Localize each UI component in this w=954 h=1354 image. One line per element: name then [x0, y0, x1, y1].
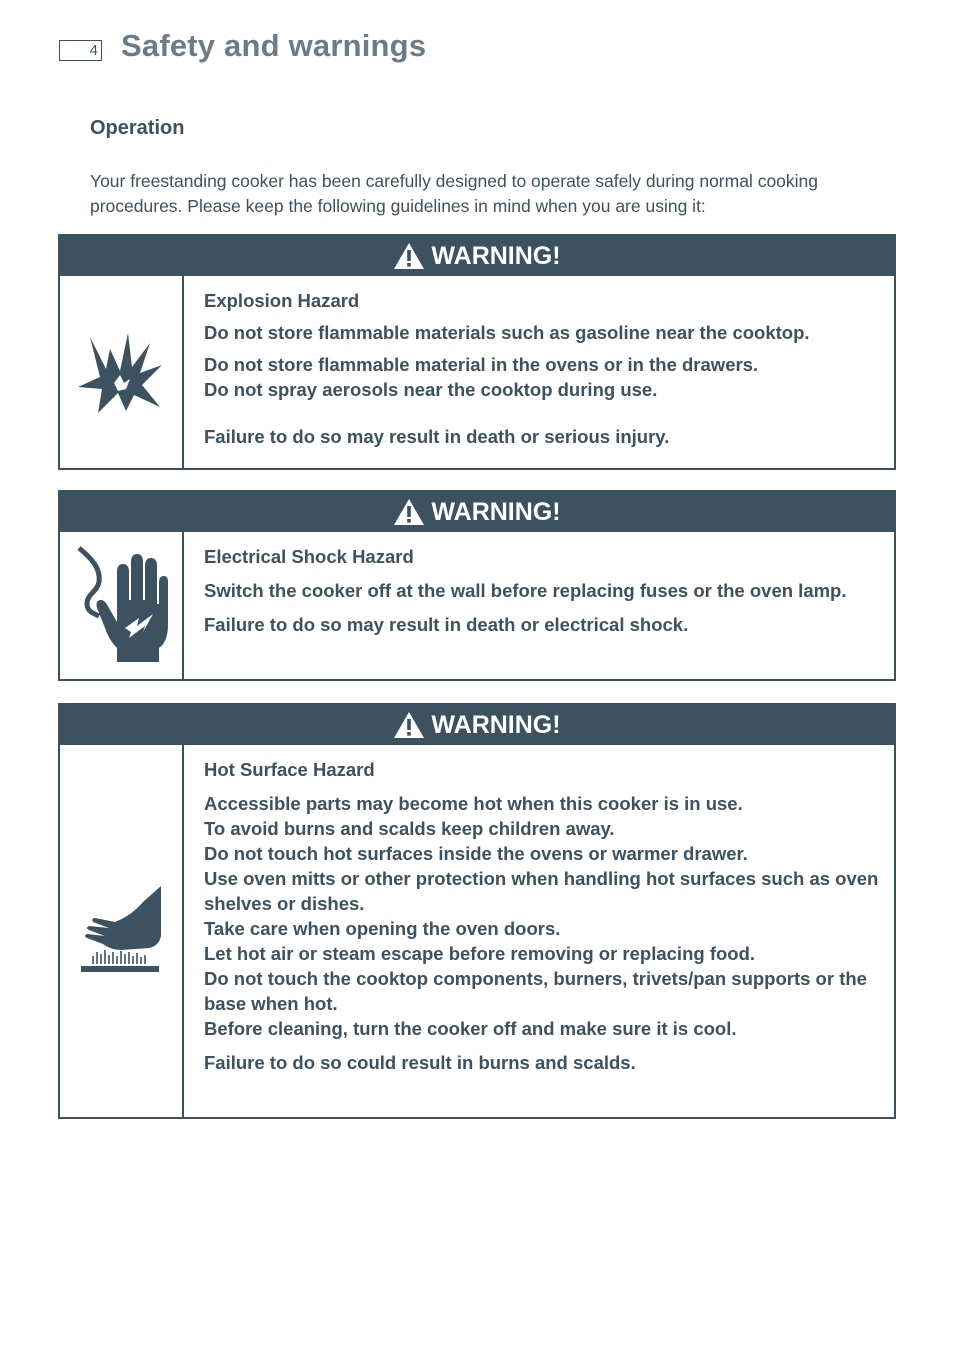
warning-line: Do not store flammable materials such as gasoline near the cooktop.	[204, 322, 810, 343]
hazard-title: Electrical Shock Hazard	[204, 546, 414, 567]
warning-consequence: Failure to do so may result in death or serious injury.	[204, 426, 670, 447]
warning-line: Use oven mitts or other protection when handling hot surfaces such as oven shelves or dishes.	[204, 868, 879, 914]
warning-line: To avoid burns and scalds keep children away.	[204, 818, 615, 839]
warning-header	[60, 705, 894, 745]
warning-header	[60, 492, 894, 532]
warning-box-hot-surface	[58, 703, 896, 1119]
warning-consequence: Failure to do so could result in burns and scalds.	[204, 1052, 636, 1073]
intro-paragraph: Your freestanding cooker has been carefully designed to operate safely during normal cooking procedures. Please keep the following guidelines in mind when you are using it:	[90, 171, 819, 216]
warning-label: WARNING!	[431, 241, 561, 270]
warning-line: Do not touch hot surfaces inside the ovens or warmer drawer.	[204, 843, 748, 864]
warning-line: Do not store flammable material in the ovens or in the drawers.	[204, 354, 759, 375]
warning-label: WARNING!	[431, 710, 561, 739]
warning-text	[184, 745, 894, 1117]
warning-header	[60, 236, 894, 276]
warning-line: Do not touch the cooktop components, burners, trivets/pan supports or the base when hot.	[204, 968, 867, 1014]
warning-line: Switch the cooker off at the wall before replacing fuses or the oven lamp.	[204, 580, 847, 601]
warning-box-electrical-shock	[58, 490, 896, 681]
warning-line: Accessible parts may become hot when this cooker is in use.	[204, 793, 743, 814]
warning-triangle-icon	[393, 498, 425, 526]
warning-label: WARNING!	[431, 497, 561, 526]
warning-line: Take care when opening the oven doors.	[204, 918, 561, 939]
section-title: Operation	[90, 117, 185, 139]
warning-text	[184, 532, 894, 679]
electric-shock-hand-icon	[73, 544, 169, 666]
hot-surface-hand-icon	[81, 886, 161, 976]
page-title: Safety and warnings	[121, 28, 427, 63]
hazard-title: Explosion Hazard	[204, 290, 360, 311]
warning-line: Do not spray aerosols near the cooktop during use.	[204, 379, 658, 400]
hazard-icon-cell	[60, 276, 184, 468]
warning-consequence: Failure to do so may result in death or electrical shock.	[204, 614, 689, 635]
warning-text	[184, 276, 894, 468]
hazard-title: Hot Surface Hazard	[204, 759, 375, 780]
warning-triangle-icon	[393, 711, 425, 739]
warning-line: Let hot air or steam escape before removing or replacing food.	[204, 943, 756, 964]
explosion-icon	[76, 327, 166, 417]
hazard-icon-cell	[60, 532, 184, 679]
warning-box-explosion	[58, 234, 896, 470]
hazard-icon-cell	[60, 745, 184, 1117]
warning-triangle-icon	[393, 242, 425, 270]
page-number: 4	[59, 40, 102, 61]
warning-line: Before cleaning, turn the cooker off and make sure it is cool.	[204, 1018, 737, 1039]
